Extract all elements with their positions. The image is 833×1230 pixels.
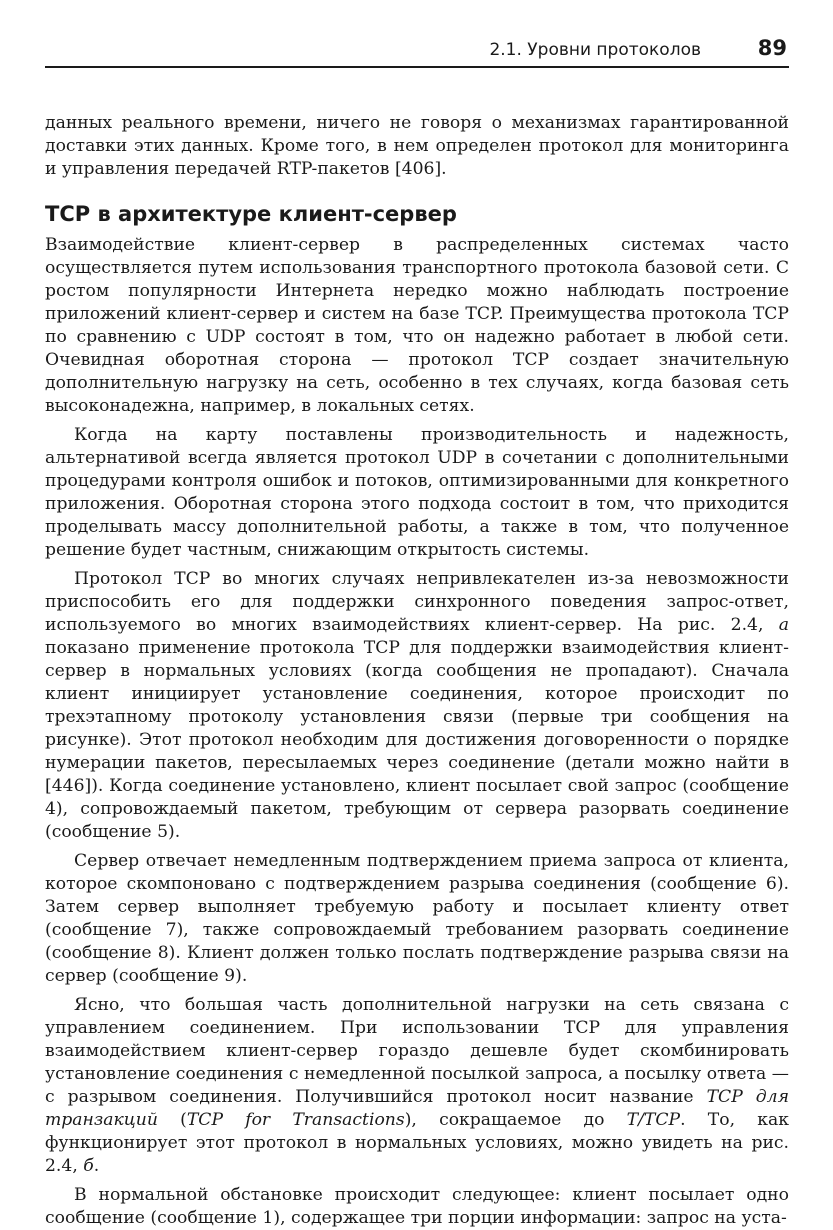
figure-ref-b: б <box>83 1156 94 1176</box>
paragraph-1: Взаимодействие клиент-сервер в распределенных системах часто осуществляется путем использования транспортного протокола базовой сети. С ростом популярности Интернета нередко можно наблюдать построение приложений клиент-сервер и систем на базе TCP. Преимущества протокола TCP по сравнению с UDP состоят в том, что он надежно работает в любой сети. Очевидная оборотная сторона — протокол TCP создает значительную дополнительную нагрузку на сеть, особенно в тех случаях, когда базовая сеть высоконадежна, например, в локальных сетях. <box>45 235 789 416</box>
section-heading: TCP в архитектуре клиент-сервер <box>45 202 457 226</box>
page-body <box>45 112 789 1230</box>
running-header <box>45 36 789 68</box>
paragraph-3 <box>45 568 789 844</box>
page-number: 89 <box>757 36 787 60</box>
paragraph-5-open-paren: ( <box>180 1110 187 1130</box>
paragraph-5-text-b: ), сокращаемое до <box>404 1110 605 1130</box>
paragraph-5-text-a: Ясно, что большая часть дополнительной нагрузки на сеть связана с управлением соединением. При использовании TCP для управления взаимодействием клиент-сервер гораздо дешевле будет скомбинировать установление соединения с немедленной посылкой запроса, а посылку ответа — с разрывом соединения. Получившийся протокол носит название <box>45 995 789 1107</box>
paragraph-3-text-a: Протокол TCP во многих случаях непривлекателен из-за невозможности приспособить его для поддержки синхронного поведения запрос-ответ, используемого во многих взаимодействиях клиент-сервер. На рис. 2.4, <box>45 569 789 635</box>
running-header-section-title: 2.1. Уровни протоколов <box>489 40 701 60</box>
term-ttcp: T/TCP <box>626 1110 681 1130</box>
paragraph-4: Сервер отвечает немедленным подтверждением приема запроса от клиента, которое скомпоновано с подтверждением разрыва соединения (сообщение 6). Затем сервер выполняет требуемую работу и посылает клиенту ответ (сообщение 7), также сопровождаемый требованием разорвать соединение (сообщение 8). Клиент должен только послать подтверждение разрыва связи на сервер (сообщение 9). <box>45 851 789 986</box>
intro-paragraph: данных реального времени, ничего не говоря о механизмах гарантированной доставки этих данных. Кроме того, в нем определен протокол для мониторинга и управления передачей RTP-пакетов [406]. <box>45 113 789 179</box>
paragraph-3-text-b: показано применение протокола TCP для поддержки взаимодействия клиент-сервер в нормальных условиях (когда сообщения не пропадают). Сначала клиент инициирует установление соединения, которое происходит по трехэтапному протоколу установления связи (первые три сообщения на рисунке). Этот протокол необходим для достижения договоренности о порядке нумерации пакетов, пересылаемых через соединение (детали можно найти в [446]). Когда соединение установлено, клиент посылает свой запрос (сообщение 4), сопровождаемый пакетом, требующим от сервера разорвать соединение (сообщение 5). <box>45 638 789 842</box>
figure-ref-a: а <box>778 615 790 635</box>
paragraph-5-text-c: . То, как функционирует этот протокол в нормальных условиях, можно увидеть на рис. 2.4, <box>45 1110 789 1176</box>
term-tcp-transactions-ru: TCP для транзакций <box>45 1087 789 1130</box>
paragraph-2: Когда на карту поставлены производительность и надежность, альтернативой всегда является протокол UDP в сочетании с дополнительными процедурами контроля ошибок и потоков, оптимизированными для конкретного приложения. Оборотная сторона этого подхода состоит в том, что приходится проделывать массу дополнительной работы, а также в том, что полученное решение будет частным, снижающим открытость системы. <box>45 425 789 560</box>
paragraph-6: В нормальной обстановке происходит следующее: клиент посылает одно сообщение (сообщение 1), содержащее три порции информации: запрос на уста- <box>45 1185 789 1228</box>
term-tcp-transactions-en: TCP for Transactions <box>186 1110 405 1130</box>
paragraph-5 <box>45 994 789 1178</box>
paragraph-5-end: . <box>93 1156 100 1176</box>
